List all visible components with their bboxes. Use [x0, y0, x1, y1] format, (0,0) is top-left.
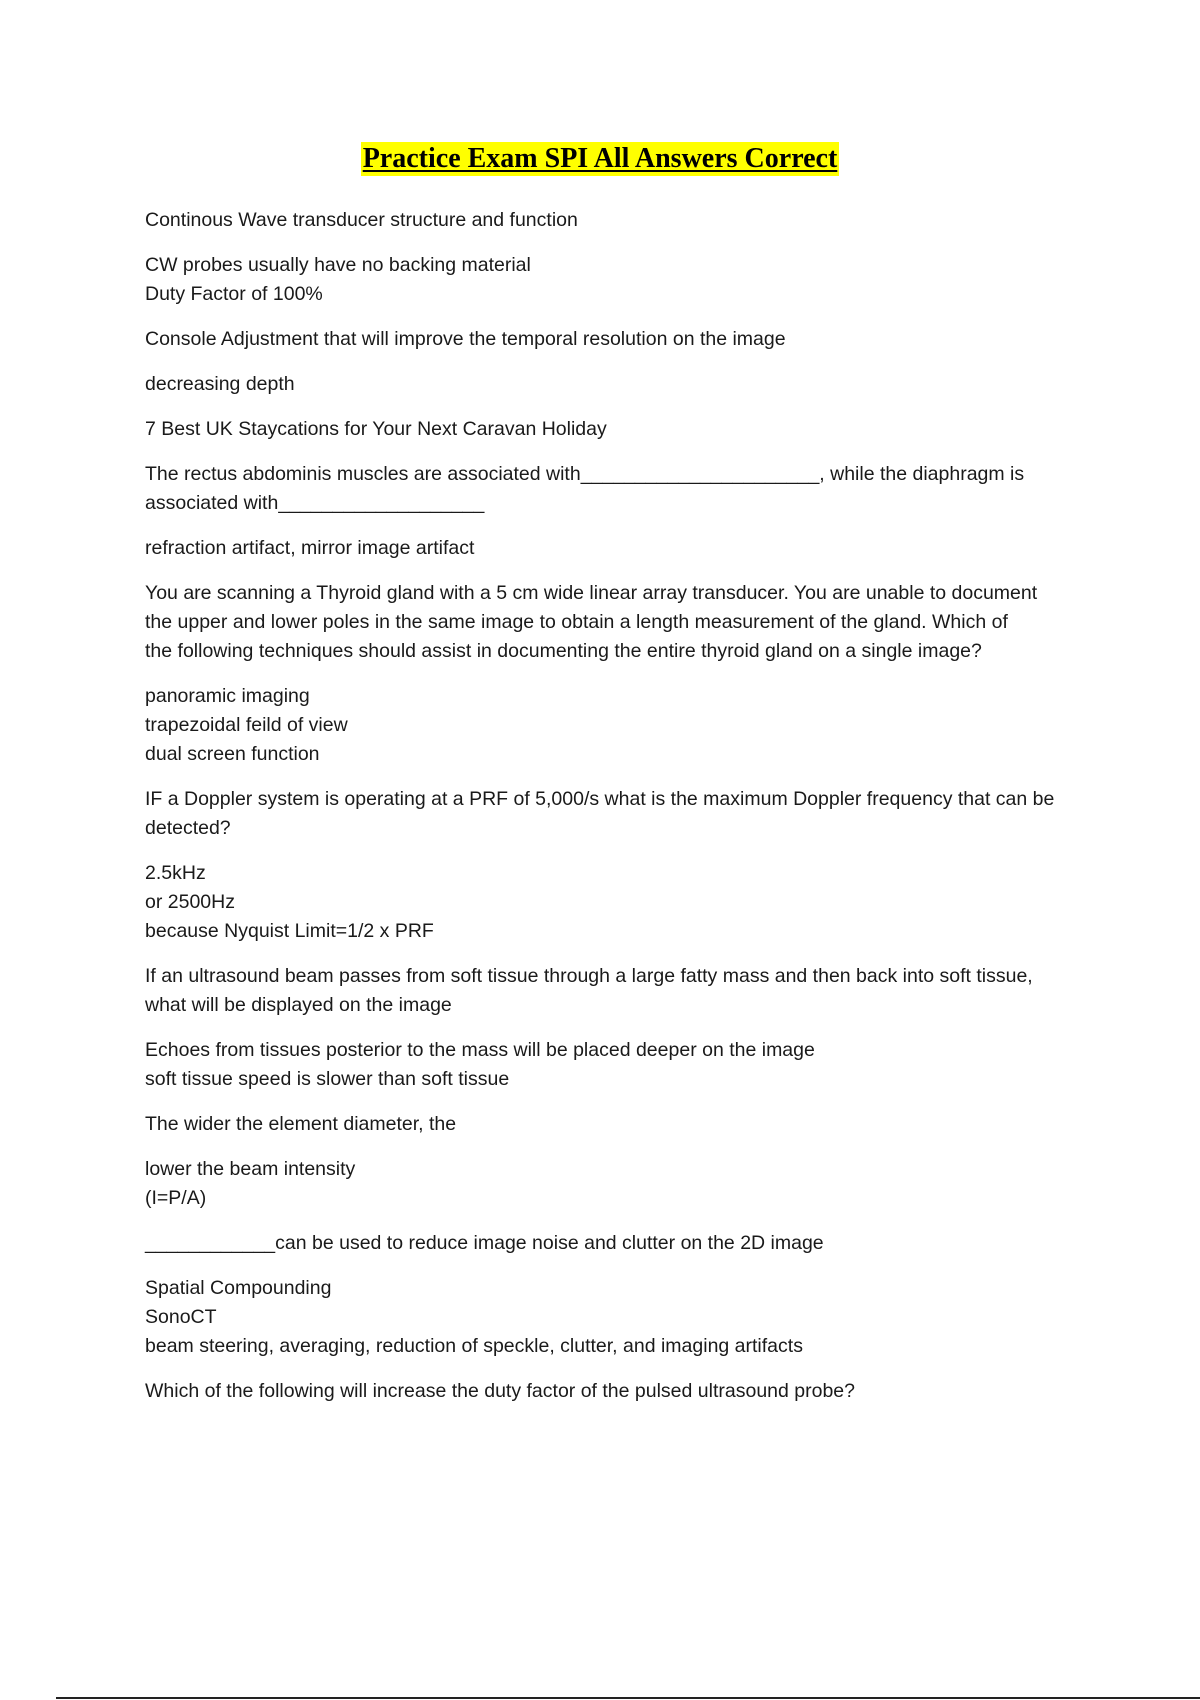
text-paragraph: [145, 1377, 1095, 1406]
document-body: [145, 206, 1095, 1422]
text-paragraph: [145, 415, 1095, 444]
text-line: 2.5kHz: [145, 862, 206, 884]
text-paragraph: [145, 1229, 1095, 1258]
text-paragraph: [145, 1274, 1095, 1361]
text-paragraph: [145, 206, 1095, 235]
text-paragraph: [145, 962, 1095, 1020]
text-line: (I=P/A): [145, 1187, 207, 1209]
text-line: the following techniques should assist in documenting the entire thyroid gland on a single image?: [145, 640, 982, 662]
text-line: Continous Wave transducer structure and function: [145, 209, 578, 231]
text-line: Which of the following will increase the duty factor of the pulsed ultrasound probe?: [145, 1380, 855, 1402]
title-container: [0, 142, 1200, 176]
text-line: Spatial Compounding: [145, 1277, 332, 1299]
text-line: The wider the element diameter, the: [145, 1113, 457, 1135]
text-line: decreasing depth: [145, 373, 295, 395]
page-bottom-rule: [56, 1697, 1200, 1699]
text-line: 7 Best UK Staycations for Your Next Caravan Holiday: [145, 418, 607, 440]
page-title: Practice Exam SPI All Answers Correct: [362, 143, 838, 174]
text-paragraph: [145, 1036, 1095, 1094]
text-paragraph: [145, 325, 1095, 354]
text-line: refraction artifact, mirror image artifact: [145, 537, 475, 559]
text-line: soft tissue speed is slower than soft tissue: [145, 1068, 510, 1090]
text-paragraph: [145, 785, 1095, 843]
text-line: SonoCT: [145, 1306, 217, 1328]
text-line: Echoes from tissues posterior to the mass will be placed deeper on the image: [145, 1039, 815, 1061]
text-line: or 2500Hz: [145, 891, 235, 913]
text-paragraph: [145, 1155, 1095, 1213]
text-paragraph: [145, 534, 1095, 563]
text-line: CW probes usually have no backing material: [145, 254, 531, 276]
text-line: Duty Factor of 100%: [145, 283, 323, 305]
text-line: If an ultrasound beam passes from soft tissue through a large fatty mass and then back into soft tissue,: [145, 965, 1033, 987]
text-paragraph: [145, 579, 1095, 666]
text-paragraph: [145, 370, 1095, 399]
text-line: detected?: [145, 817, 231, 839]
text-line: You are scanning a Thyroid gland with a 5 cm wide linear array transducer. You are unable to document: [145, 582, 1038, 604]
text-line: lower the beam intensity: [145, 1158, 356, 1180]
text-line: what will be displayed on the image: [145, 994, 452, 1016]
text-line: because Nyquist Limit=1/2 x PRF: [145, 920, 434, 942]
text-line: beam steering, averaging, reduction of speckle, clutter, and imaging artifacts: [145, 1335, 803, 1357]
text-line: The rectus abdominis muscles are associated with______________________, while the diaphragm is: [145, 463, 1025, 485]
text-line: trapezoidal feild of view: [145, 714, 348, 736]
text-line: Console Adjustment that will improve the temporal resolution on the image: [145, 328, 786, 350]
text-line: IF a Doppler system is operating at a PRF of 5,000/s what is the maximum Doppler frequency that can be: [145, 788, 1055, 810]
text-line: associated with___________________: [145, 492, 485, 514]
text-paragraph: [145, 460, 1095, 518]
text-paragraph: [145, 859, 1095, 946]
text-line: dual screen function: [145, 743, 320, 765]
text-paragraph: [145, 682, 1095, 769]
text-line: panoramic imaging: [145, 685, 310, 707]
text-line: the upper and lower poles in the same image to obtain a length measurement of the gland. Which of: [145, 611, 1008, 633]
text-paragraph: [145, 251, 1095, 309]
text-paragraph: [145, 1110, 1095, 1139]
text-line: ____________can be used to reduce image noise and clutter on the 2D image: [145, 1232, 824, 1254]
